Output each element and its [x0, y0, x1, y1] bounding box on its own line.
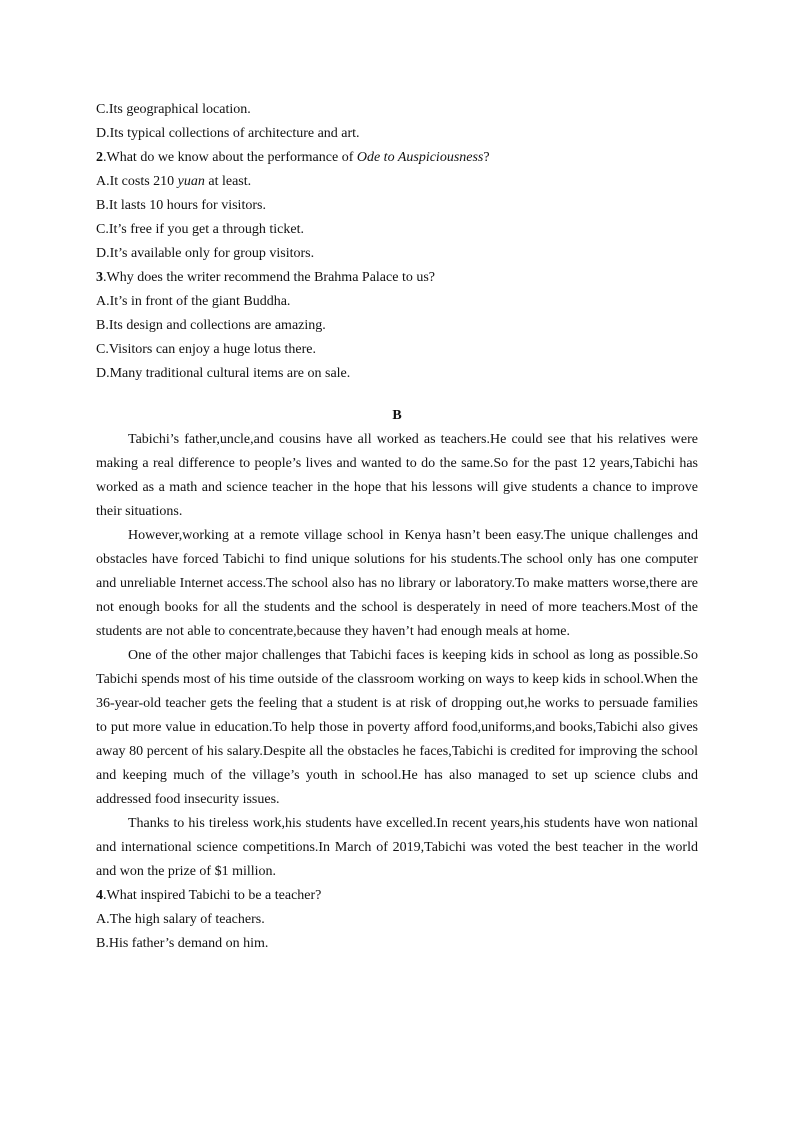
q3-option-b: B.Its design and collections are amazing. [96, 318, 326, 333]
q2-option-a-text: A.It costs 210 [96, 174, 178, 189]
q3-stem-text: .Why does the writer recommend the Brahma Palace to us? [103, 270, 435, 285]
q2-option-b: B.It lasts 10 hours for visitors. [96, 198, 266, 213]
section-b-heading: B [392, 408, 402, 423]
q3-option-d: D.Many traditional cultural items are on sale. [96, 366, 351, 381]
q2-stem-end: ? [483, 150, 490, 165]
passage-paragraph-3: One of the other major challenges that Tabichi faces is keeping kids in school as long as possible.So Tabichi spends most of his time outside of the classroom working on ways to keep kids in school.When the 36-year-old teacher gets the feeling that a student is at risk of dropping out,he works to persuade families to put more value in education.To help those in poverty afford food,uniforms,and books,Tabichi also gives away 80 percent of his salary.Despite all the obstacles he faces,Tabichi is credited for improving the school and keeping much of the village’s youth in school.He has also managed to set up science clubs and addressed food insecurity issues. [96, 648, 698, 807]
q4-stem [96, 884, 698, 908]
q3-stem [96, 266, 698, 290]
q2-number: 2 [96, 150, 103, 165]
q3-number: 3 [96, 270, 103, 285]
q4-number: 4 [96, 888, 103, 903]
q4-stem-text: .What inspired Tabichi to be a teacher? [103, 888, 322, 903]
passage-paragraph-1: Tabichi’s father,uncle,and cousins have all worked as teachers.He could see that his relatives were making a real difference to people’s lives and wanted to do the same.So for the past 12 years,Tabichi has worked as a math and science teacher in the hope that his lessons will give students a chance to improve their situations. [96, 432, 698, 519]
q1-option-c: C.Its geographical location. [96, 102, 251, 117]
q2-option-c: C.It’s free if you get a through ticket. [96, 222, 304, 237]
q2-option-a-currency: yuan [177, 174, 205, 189]
passage-paragraph-2: However,working at a remote village school in Kenya hasn’t been easy.The unique challenges and obstacles have forced Tabichi to find unique solutions for his students.The school only has one computer and unreliable Internet access.The school also has no library or laboratory.To make matters worse,there are not enough books for all the students and the school is desperately in need of more teachers.Most of the students are not able to concentrate,because they haven’t had enough meals at home. [96, 528, 698, 639]
q4-option-b: B.His father’s demand on him. [96, 936, 269, 951]
q2-stem [96, 146, 698, 170]
q2-option-a [96, 170, 698, 194]
q2-stem-title: Ode to Auspiciousness [356, 150, 484, 165]
q1-option-d: D.Its typical collections of architecture and art. [96, 126, 360, 141]
passage-paragraph-4: Thanks to his tireless work,his students have excelled.In recent years,his students have won national and international science competitions.In March of 2019,Tabichi was voted the best teacher in the world and won the prize of $1 million. [96, 816, 698, 879]
q2-option-d: D.It’s available only for group visitors. [96, 246, 315, 261]
q3-option-a: A.It’s in front of the giant Buddha. [96, 294, 291, 309]
q2-option-a-end: at least. [204, 174, 252, 189]
document-content [96, 98, 698, 956]
q2-stem-text: .What do we know about the performance of [103, 150, 357, 165]
q3-option-c: C.Visitors can enjoy a huge lotus there. [96, 342, 317, 357]
q4-option-a: A.The high salary of teachers. [96, 912, 265, 927]
